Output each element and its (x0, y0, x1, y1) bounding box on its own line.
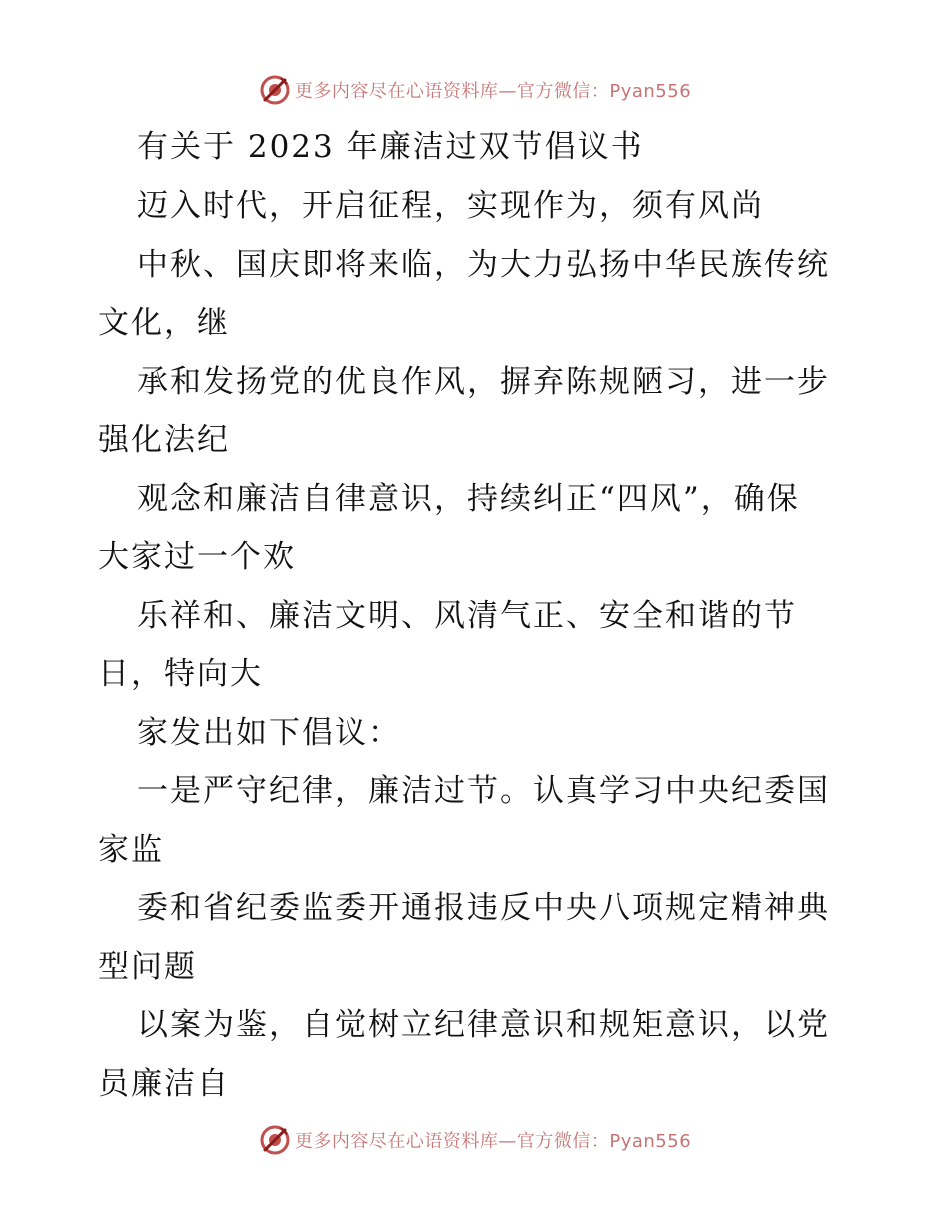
paragraph-line: 承和发扬党的优良作风，摒弃陈规陋习，进一步 (137, 364, 830, 400)
watermark-text: 更多内容尽在心语资料库—官方微信：Pyan556 (294, 1131, 692, 1152)
paragraph-line: 家监 (98, 832, 164, 868)
paragraph-line: 中秋、国庆即将来临，为大力弘扬中华民族传统 (137, 247, 830, 283)
paragraph-line: 型问题 (98, 949, 197, 985)
watermark-footer (0, 1120, 950, 1160)
watermark-text: 更多内容尽在心语资料库—官方微信：Pyan556 (294, 81, 692, 102)
paragraph-line: 大家过一个欢 (98, 539, 296, 575)
paragraph-line: 员廉洁自 (98, 1066, 230, 1102)
paragraph-line: 观念和廉洁自律意识，持续纠正“四风”，确保 (137, 481, 800, 517)
paragraph-line: 迈入时代，开启征程，实现作为，须有风尚 (137, 188, 764, 224)
paragraph-line: 以案为鉴，自觉树立纪律意识和规矩意识，以党 (137, 1007, 830, 1043)
paragraph-line: 日，特向大 (98, 656, 263, 692)
paragraph-line: 乐祥和、廉洁文明、风清气正、安全和谐的节 (137, 598, 797, 634)
document-title: 有关于 2023 年廉洁过双节倡议书 (137, 129, 644, 165)
paragraph-line: 一是严守纪律，廉洁过节。认真学习中央纪委国 (137, 773, 830, 809)
brand-logo-icon (259, 1124, 291, 1156)
paragraph-line: 文化，继 (98, 305, 230, 341)
paragraph-line: 委和省纪委监委开通报违反中央八项规定精神典 (137, 890, 830, 926)
paragraph-line: 强化法纪 (98, 422, 230, 458)
paragraph-line: 家发出如下倡议： (137, 715, 401, 751)
